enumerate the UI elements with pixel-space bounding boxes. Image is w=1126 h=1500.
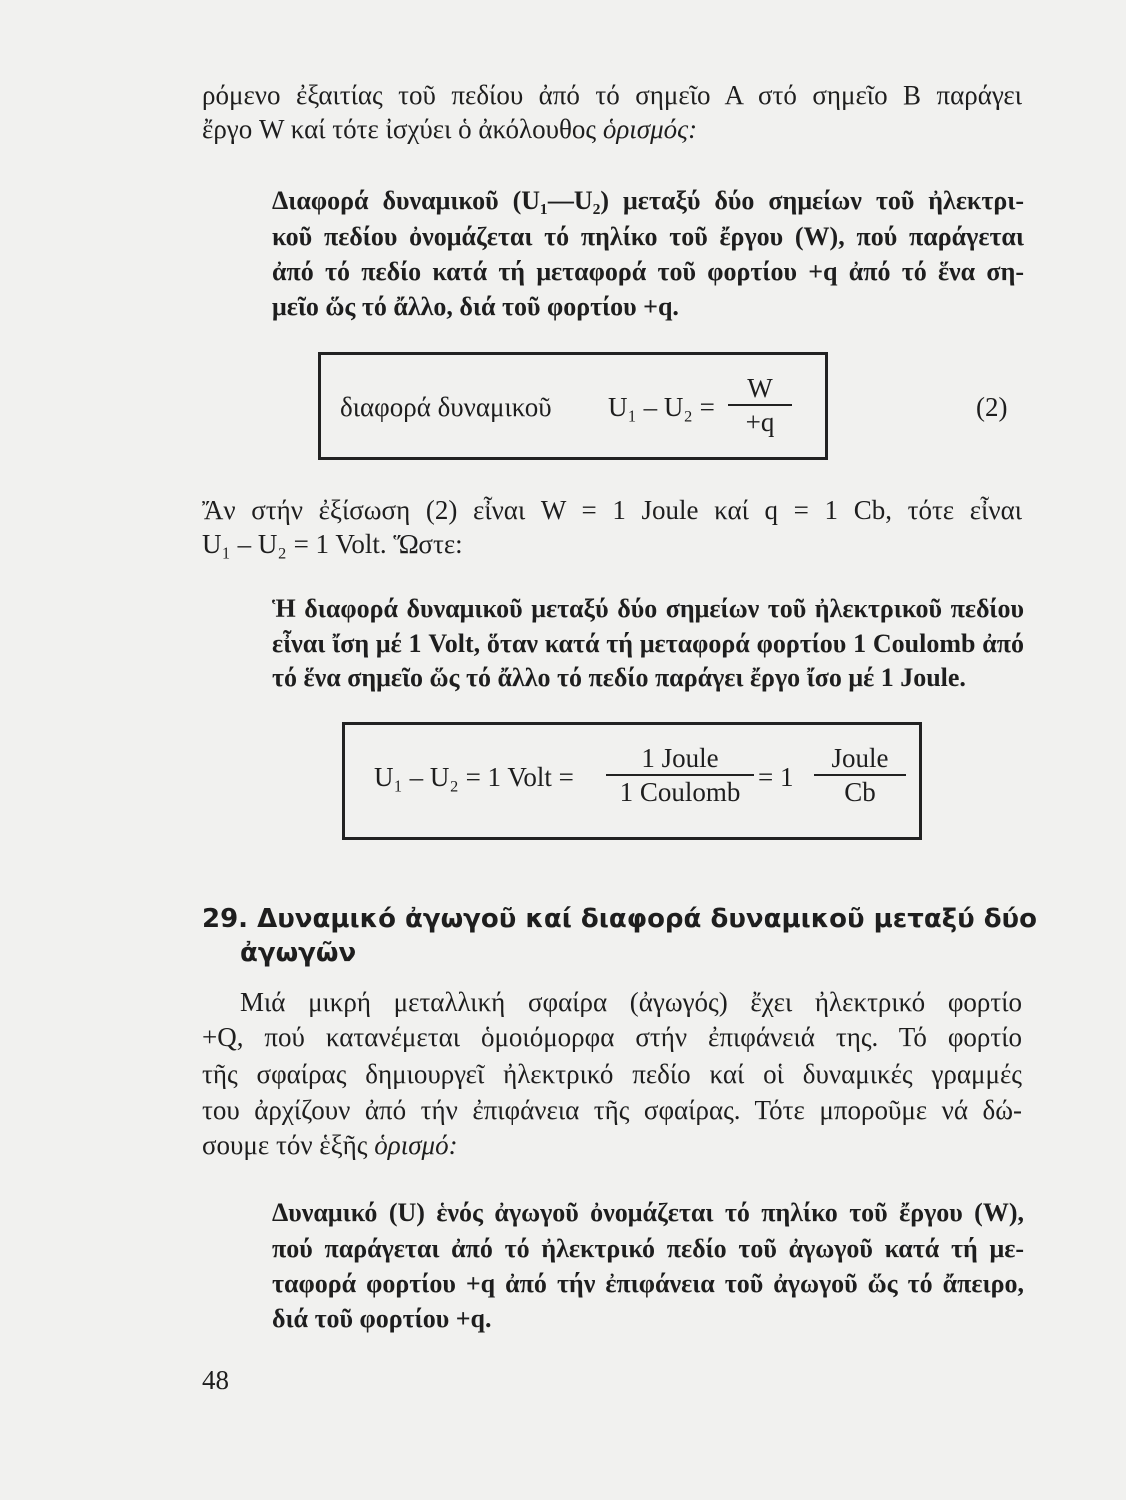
definition1-line-1: Διαφορά δυναμικοῦ (U₁—U₂) μεταξύ δύο σημείων τοῦ ἠλεκτρι- bbox=[272, 186, 1024, 215]
formula3-middle: = 1 bbox=[758, 762, 794, 792]
definition3-line-1: Δυναμικό (U) ἑνός ἀγωγοῦ ὀνομάζεται τό πηλίκο τοῦ ἔργου (W), bbox=[272, 1198, 1024, 1227]
definition1-line-3: ἀπό τό πεδίο κατά τή μεταφορά τοῦ φορτίου +q ἀπό τό ἕνα ση- bbox=[272, 257, 1024, 286]
intro-definition-word: ὁρισμός: bbox=[602, 114, 698, 144]
paragraph2-line-2: U₁ – U₂ = 1 Volt. Ὥστε: bbox=[202, 529, 463, 559]
formula3-lhs: U₁ – U₂ = 1 Volt = bbox=[374, 762, 574, 792]
formula2-number: (2) bbox=[976, 392, 1008, 422]
intro-line-2-text: ἔργο W καί τότε ἰσχύει ὁ ἀκόλουθος bbox=[202, 114, 603, 144]
page-number: 48 bbox=[202, 1365, 229, 1395]
intro-line-1: ρόμενο ἐξαιτίας τοῦ πεδίου ἀπό τό σημεῖο Α στό σημεῖο Β παράγει bbox=[202, 80, 1022, 110]
section-29-title-line-1: 29. Δυναμικό ἀγωγοῦ καί διαφορά δυναμικοῦ μεταξύ δύο bbox=[202, 904, 1037, 934]
formula3-fraction-1 bbox=[606, 742, 754, 808]
definition3-line-2: πού παράγεται ἀπό τό ἠλεκτρικό πεδίο τοῦ ἀγωγοῦ κατά τή με- bbox=[272, 1234, 1024, 1263]
formula2-lhs: U₁ – U₂ = bbox=[608, 392, 715, 422]
section-29-body-line-1: Μιά μικρή μεταλλική σφαίρα (ἀγωγός) ἔχει ἠλεκτρικό φορτίο bbox=[240, 987, 1022, 1017]
formula2-fraction bbox=[728, 372, 792, 438]
section-29-body-line-5-text: σουμε τόν ἑξῆς bbox=[202, 1130, 375, 1160]
definition3-line-3: ταφορά φορτίου +q ἀπό τήν ἐπιφάνεια τοῦ ἀγωγοῦ ὥς τό ἄπειρο, bbox=[272, 1269, 1024, 1298]
formula3-numerator-1: 1 Joule bbox=[641, 743, 719, 773]
definition1-line-4: μεῖο ὥς τό ἄλλο, διά τοῦ φορτίου +q. bbox=[272, 292, 679, 321]
section-29-body-line-4: του ἀρχίζουν ἀπό τήν ἐπιφάνεια τῆς σφαίρας. Τότε μποροῦμε νά δώ- bbox=[202, 1095, 1022, 1125]
definition1-line-2: κοῦ πεδίου ὀνομάζεται τό πηλίκο τοῦ ἔργου (W), πού παράγεται bbox=[272, 222, 1024, 251]
definition2-line-3: τό ἕνα σημεῖο ὥς τό ἄλλο τό πεδίο παράγει ἔργο ἴσο μέ 1 Joule. bbox=[272, 663, 966, 692]
intro-line-2 bbox=[202, 112, 697, 146]
definition2-line-1: Ἡ διαφορά δυναμικοῦ μεταξύ δύο σημείων τοῦ ἠλεκτρικοῦ πεδίου bbox=[272, 594, 1024, 623]
formula3-fraction-2 bbox=[814, 742, 906, 808]
formula3-numerator-2: Joule bbox=[831, 743, 889, 773]
formula2-label: διαφορά δυναμικοῦ bbox=[340, 392, 552, 422]
section-29-title-line-2: ἀγωγῶν bbox=[240, 938, 357, 968]
definition2-line-2: εἶναι ἴση μέ 1 Volt, ὅταν κατά τή μεταφορά φορτίου 1 Coulomb ἀπό bbox=[272, 629, 1024, 658]
formula2-denominator: +q bbox=[728, 404, 792, 438]
formula3-denominator-1: 1 Coulomb bbox=[606, 774, 754, 808]
section-29-definition-word: ὁρισμό: bbox=[374, 1130, 458, 1160]
paragraph2-line-1: Ἄν στήν ἐξίσωση (2) εἶναι W = 1 Joule καί q = 1 Cb, τότε εἶναι bbox=[202, 495, 1022, 525]
formula3-denominator-2: Cb bbox=[814, 774, 906, 808]
formula2-numerator: W bbox=[747, 373, 773, 403]
definition3-line-4: διά τοῦ φορτίου +q. bbox=[272, 1304, 492, 1333]
section-29-body-line-3: τῆς σφαίρας δημιουργεῖ ἠλεκτρικό πεδίο καί οἱ δυναμικές γραμμές bbox=[202, 1059, 1022, 1089]
section-29-body-line-5 bbox=[202, 1128, 458, 1162]
section-29-body-line-2: +Q, πού κατανέμεται ὁμοιόμορφα στήν ἐπιφάνειά της. Τό φορτίο bbox=[202, 1022, 1022, 1052]
